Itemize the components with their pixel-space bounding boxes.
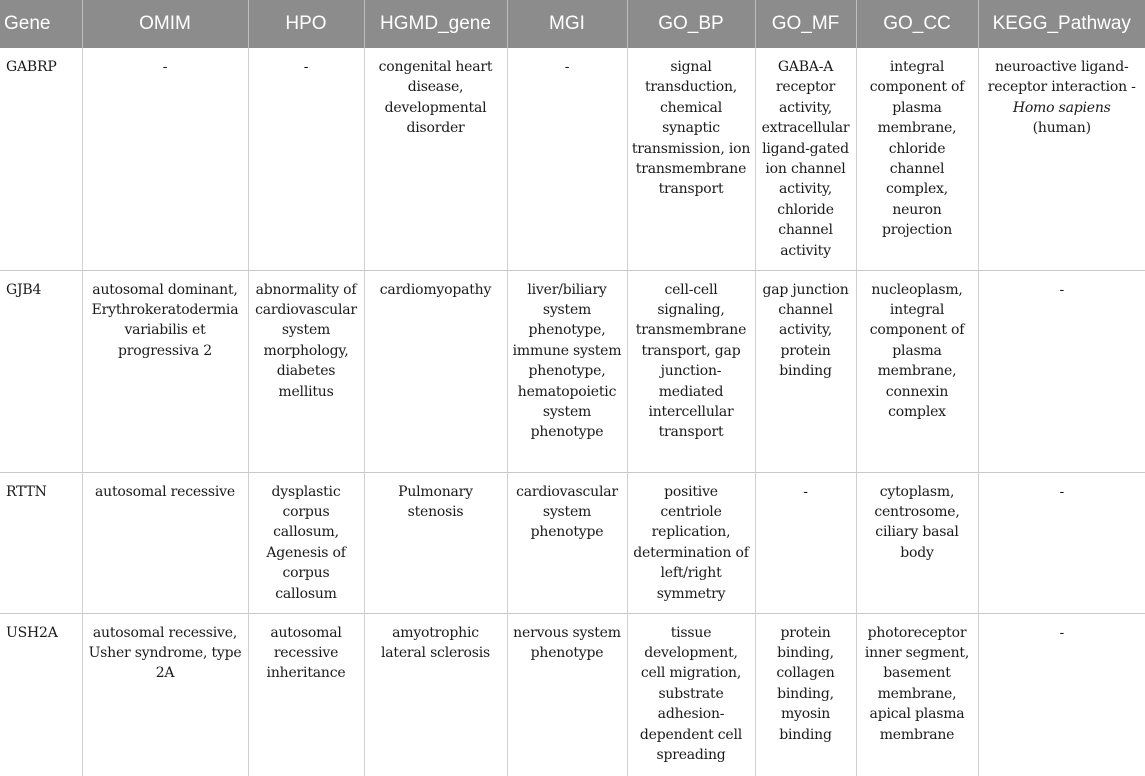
- cell-go-cc: cytoplasm, centrosome, ciliary basal body: [856, 472, 978, 613]
- cell-hpo: -: [248, 48, 364, 270]
- cell-omim: autosomal recessive, Usher syndrome, type 2A: [82, 613, 248, 776]
- table-row: [0, 48, 1145, 270]
- header-hgmd-gene: HGMD_gene: [364, 0, 507, 48]
- table-row: [0, 613, 1145, 776]
- cell-gene: GABRP: [0, 48, 82, 270]
- header-gene: Gene: [0, 0, 82, 48]
- header-kegg-pathway: KEGG_Pathway: [978, 0, 1145, 48]
- cell-mgi: cardiovascular system phenotype: [507, 472, 627, 613]
- cell-kegg-pathway: -: [978, 613, 1145, 776]
- table-row: [0, 270, 1145, 472]
- kegg-species-name: Homo sapiens: [1012, 99, 1111, 116]
- cell-mgi: -: [507, 48, 627, 270]
- cell-gene: USH2A: [6, 624, 58, 641]
- cell-kegg-pathway: [978, 48, 1145, 270]
- cell-mgi: nervous system phenotype: [507, 613, 627, 776]
- table-row: [0, 472, 1145, 613]
- header-go-bp: GO_BP: [627, 0, 755, 48]
- cell-hpo: abnormality of cardiovascular system morphology, diabetes mellitus: [248, 270, 364, 472]
- cell-go-cc: photoreceptor inner segment, basement membrane, apical plasma membrane: [856, 613, 978, 776]
- cell-gene: GJB4: [0, 270, 82, 472]
- cell-hgmd-gene: cardiomyopathy: [364, 270, 507, 472]
- cell-go-mf: gap junction channel activity, protein binding: [755, 270, 856, 472]
- header-go-cc: GO_CC: [856, 0, 978, 48]
- cell-go-cc: integral component of plasma membrane, chloride channel complex, neuron projection: [856, 48, 978, 270]
- cell-go-bp: cell-cell signaling, transmembrane transport, gap junction-mediated intercellular transport: [627, 270, 755, 472]
- kegg-pathway-text: neuroactive ligand-receptor interaction -: [987, 59, 1136, 96]
- header-go-mf: GO_MF: [755, 0, 856, 48]
- header-row: [0, 0, 1145, 48]
- cell-go-bp: tissue development, cell migration, substrate adhesion-dependent cell spreading: [627, 613, 755, 776]
- kegg-species-common: (human): [1032, 120, 1091, 137]
- cell-omim: autosomal recessive: [82, 472, 248, 613]
- cell-hgmd-gene: amyotrophic lateral sclerosis: [364, 613, 507, 776]
- cell-hpo: autosomal recessive inheritance: [248, 613, 364, 776]
- cell-go-bp: signal transduction, chemical synaptic transmission, ion transmembrane transport: [627, 48, 755, 270]
- cell-go-bp: positive centriole replication, determination of left/right symmetry: [627, 472, 755, 613]
- header-hpo: HPO: [248, 0, 364, 48]
- cell-mgi: liver/biliary system phenotype, immune system phenotype, hematopoietic system phenotype: [507, 270, 627, 472]
- cell-gene: RTTN: [0, 472, 82, 613]
- cell-omim: autosomal dominant, Erythrokeratodermia variabilis et progressiva 2: [82, 270, 248, 472]
- cell-go-mf: GABA-A receptor activity, extracellular ligand-gated ion channel activity, chloride channel activity: [755, 48, 856, 270]
- header-mgi: MGI: [507, 0, 627, 48]
- cell-omim: -: [82, 48, 248, 270]
- cell-kegg-pathway: -: [978, 472, 1145, 613]
- cell-hpo: dysplastic corpus callosum, Agenesis of corpus callosum: [248, 472, 364, 613]
- cell-go-cc: nucleoplasm, integral component of plasma membrane, connexin complex: [856, 270, 978, 472]
- header-omim: OMIM: [82, 0, 248, 48]
- cell-hgmd-gene: congenital heart disease, developmental disorder: [364, 48, 507, 270]
- cell-go-mf: -: [755, 472, 856, 613]
- cell-hgmd-gene: Pulmonary stenosis: [364, 472, 507, 613]
- cell-go-mf: protein binding, collagen binding, myosin binding: [755, 613, 856, 776]
- cell-kegg-pathway: -: [978, 270, 1145, 472]
